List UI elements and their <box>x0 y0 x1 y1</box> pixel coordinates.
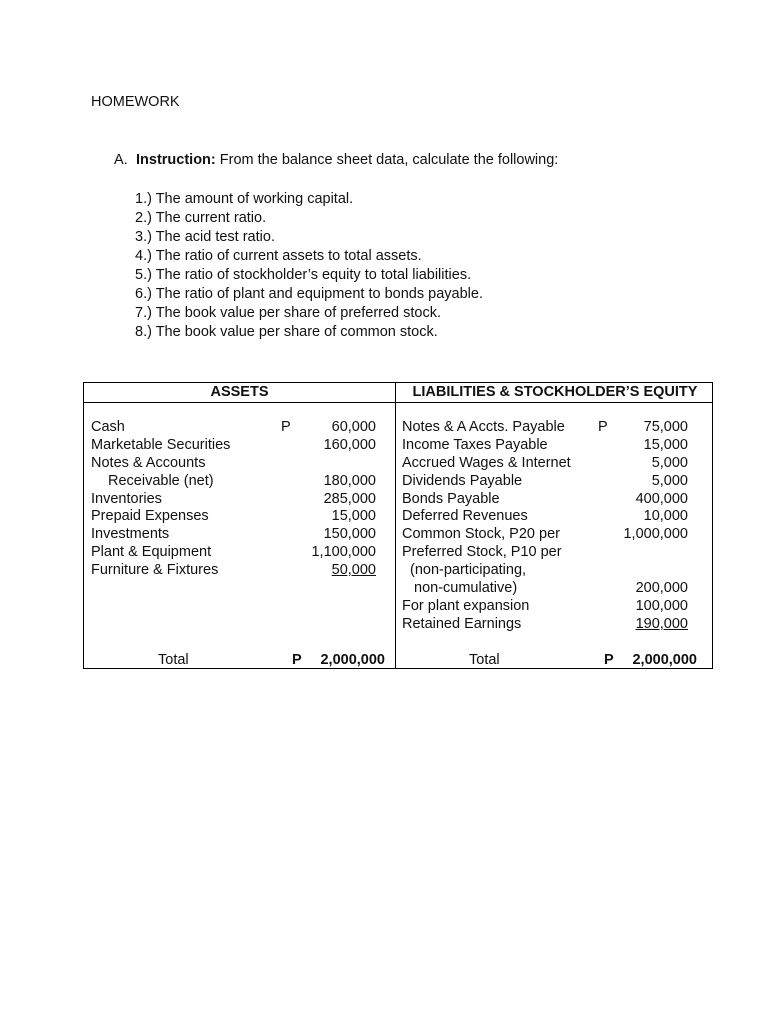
instruction-label: Instruction: <box>136 152 216 168</box>
liability-value: 190,000 <box>635 615 688 632</box>
asset-value: 1,100,000 <box>311 544 376 561</box>
liabilities-header: LIABILITIES & STOCKHOLDER’S EQUITY <box>412 384 698 400</box>
liabilities-total-value: 2,000,000 <box>632 652 697 668</box>
assets-currency <box>281 419 293 437</box>
assets-labels <box>91 419 291 580</box>
question-item: 4.) The ratio of current assets to total assets. <box>135 248 422 264</box>
liability-value: 100,000 <box>635 597 688 614</box>
asset-value: 50,000 <box>331 562 376 579</box>
question-item: 6.) The ratio of plant and equipment to bonds payable. <box>135 286 483 302</box>
question-item: 2.) The current ratio. <box>135 210 267 226</box>
liability-label: (non-participating, <box>410 562 527 579</box>
question-item: 3.) The acid test ratio. <box>135 229 275 245</box>
column-divider <box>395 383 396 668</box>
question-item: 8.) The book value per share of common stock. <box>135 324 438 340</box>
liability-label: Income Taxes Payable <box>402 436 548 453</box>
asset-label: Inventories <box>91 490 162 507</box>
section-letter: A. <box>114 152 128 168</box>
liability-value: 1,000,000 <box>623 526 688 543</box>
instruction-line <box>114 152 558 168</box>
assets-total-currency: P <box>292 652 302 668</box>
liability-value <box>604 544 688 562</box>
liability-label: Notes & A Accts. Payable <box>402 419 565 435</box>
liabilities-total-currency: P <box>604 652 614 668</box>
asset-value-underlined-row <box>294 562 376 580</box>
asset-value: 160,000 <box>323 436 376 453</box>
liability-value: 10,000 <box>643 508 688 525</box>
balance-sheet-table <box>83 382 713 669</box>
asset-label: Investments <box>91 526 170 543</box>
liability-value <box>604 562 688 580</box>
asset-label: Notes & Accounts <box>91 454 206 471</box>
liabilities-values <box>604 419 688 634</box>
question-item: 7.) The book value per share of preferred stock. <box>135 305 442 321</box>
liability-label: Retained Earnings <box>402 615 522 632</box>
liabilities-labels <box>402 419 602 634</box>
currency-symbol: P <box>281 419 291 435</box>
asset-label: Cash <box>91 419 125 435</box>
asset-label: Receivable (net) <box>108 472 214 489</box>
header-divider <box>84 402 712 403</box>
asset-label: Plant & Equipment <box>91 544 212 561</box>
liability-value: 200,000 <box>635 580 688 597</box>
liability-label: Accrued Wages & Internet <box>402 454 571 471</box>
assets-total-label: Total <box>158 652 189 668</box>
question-item: 1.) The amount of working capital. <box>135 191 354 207</box>
liability-value: 15,000 <box>643 436 688 453</box>
asset-value <box>294 455 376 473</box>
assets-values <box>294 419 376 580</box>
assets-total-value: 2,000,000 <box>320 652 385 668</box>
liability-label: Common Stock, P20 per <box>402 526 560 543</box>
liability-label: For plant expansion <box>402 597 530 614</box>
asset-value: 285,000 <box>323 490 376 507</box>
liability-value: 400,000 <box>635 490 688 507</box>
currency-symbol: P <box>598 419 608 435</box>
asset-value: 60,000 <box>331 419 376 435</box>
liability-label: non-cumulative) <box>414 580 518 597</box>
instruction-text: From the balance sheet data, calculate the following: <box>219 152 559 168</box>
asset-label: Marketable Securities <box>91 436 231 453</box>
asset-label: Furniture & Fixtures <box>91 562 219 579</box>
asset-value: 150,000 <box>323 526 376 543</box>
asset-value: 180,000 <box>323 472 376 489</box>
assets-header: ASSETS <box>210 384 269 400</box>
question-list <box>135 190 483 342</box>
question-item: 5.) The ratio of stockholder’s equity to total liabilities. <box>135 267 472 283</box>
liability-label: Bonds Payable <box>402 490 500 507</box>
liability-value: 5,000 <box>651 472 688 489</box>
liability-label: Deferred Revenues <box>402 508 528 525</box>
liability-value: 5,000 <box>651 454 688 471</box>
liability-label: Preferred Stock, P10 per <box>402 544 562 561</box>
page-heading: HOMEWORK <box>91 94 180 110</box>
liability-label: Dividends Payable <box>402 472 523 489</box>
asset-label: Prepaid Expenses <box>91 508 209 525</box>
liability-value: 75,000 <box>643 419 688 435</box>
asset-value: 15,000 <box>331 508 376 525</box>
liabilities-total-label: Total <box>469 652 500 668</box>
